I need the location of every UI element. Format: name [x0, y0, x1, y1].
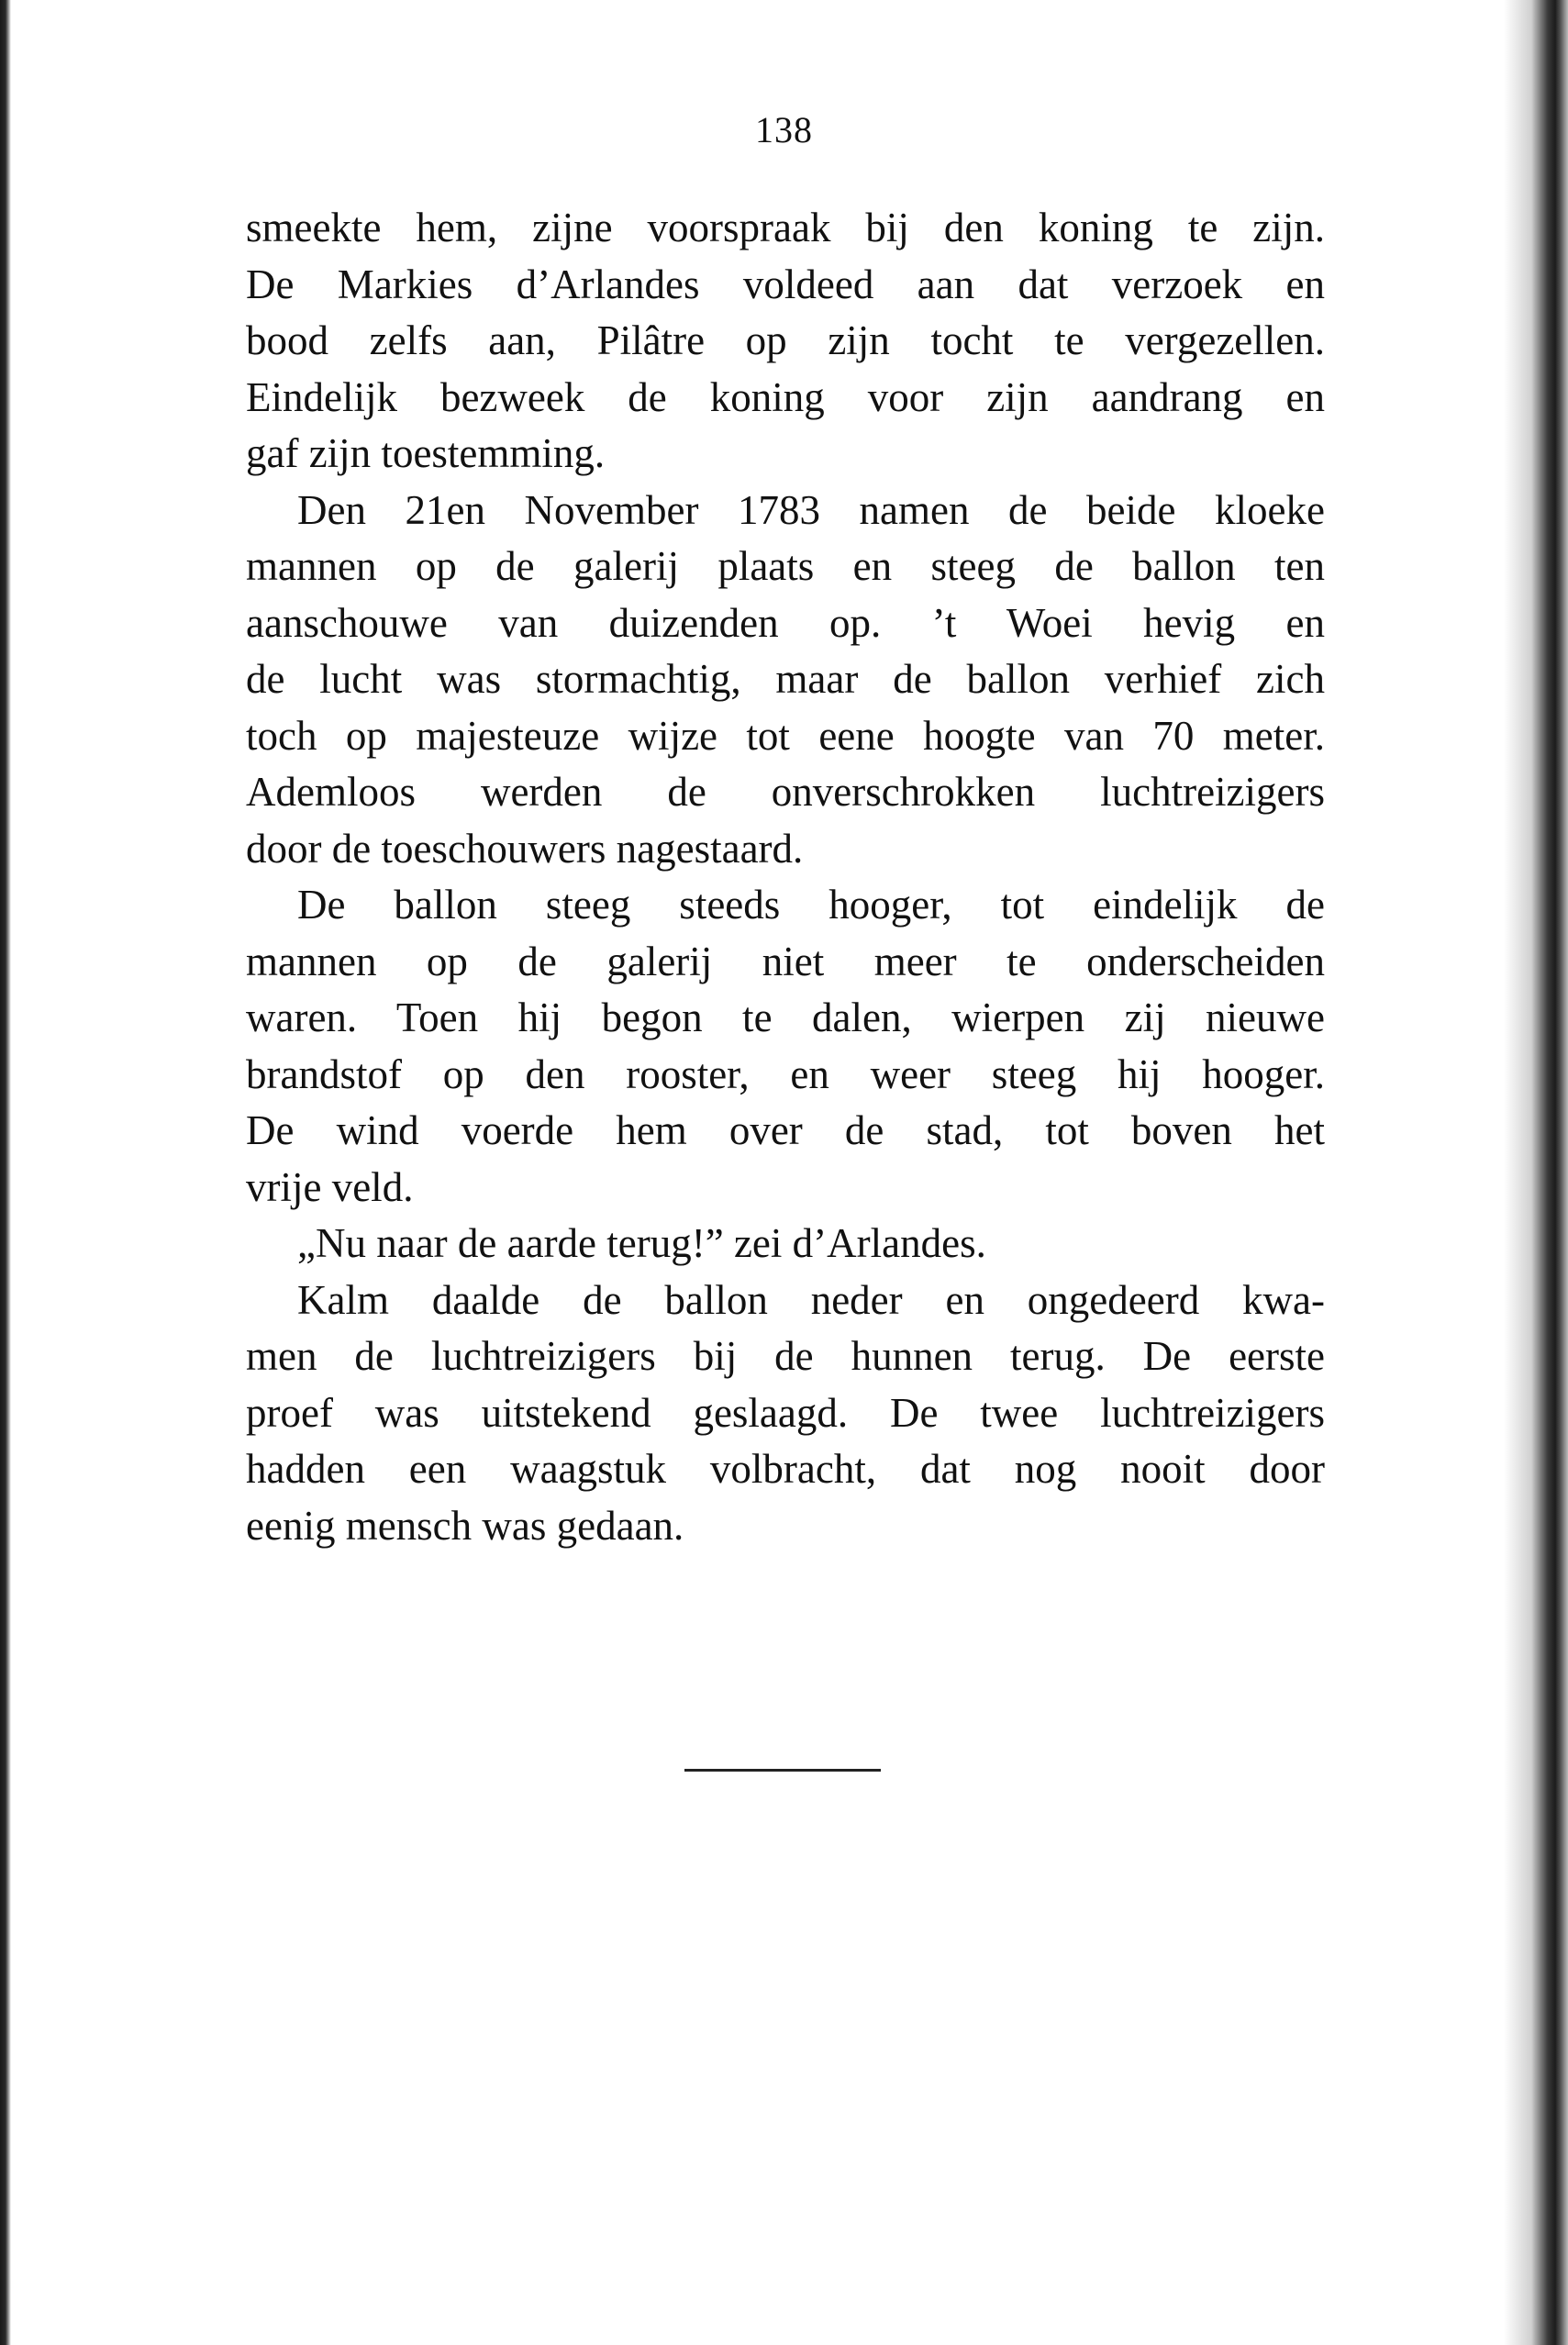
text-line: De wind voerde hem over de stad, tot boven het	[246, 1107, 1325, 1153]
text-line: De Markies d’Arlandes voldeed aan dat verzoek en	[246, 261, 1325, 307]
text-line: waren. Toen hij begon te dalen, wierpen zij nieuwe	[246, 995, 1325, 1040]
body-text	[246, 200, 1325, 1554]
text-line: toch op majesteuze wijze tot eene hoogte van 70 meter.	[246, 712, 1325, 759]
text-line: door de toeschouwers nagestaard.	[246, 825, 804, 872]
text-line: smeekte hem, zijne voorspraak bij den koning te zijn.	[246, 205, 1325, 250]
text-line: hadden een waagstuk volbracht, dat nog nooit door	[246, 1446, 1325, 1492]
text-line: De ballon steeg steeds hooger, tot eindelijk de	[297, 882, 1325, 928]
text-line: men de luchtreizigers bij de hunnen terug. De eerste	[246, 1333, 1325, 1379]
text-line: vrije veld.	[246, 1163, 414, 1210]
text-line: Den 21en November 1783 namen de beide kloeke	[297, 486, 1325, 533]
text-line: „Nu naar de aarde terug!” zei d’Arlandes.	[297, 1220, 986, 1266]
text-line: Eindelijk bezweek de koning voor zijn aandrang en	[246, 373, 1325, 420]
text-line: aanschouwe van duizenden op. ’t Woei hevig en	[246, 599, 1325, 646]
text-line: eenig mensch was gedaan.	[246, 1502, 684, 1549]
text-line: mannen op de galerij plaats en steeg de ballon ten	[246, 543, 1325, 589]
text-line: Ademloos werden de onverschrokken luchtreizigers	[246, 769, 1325, 815]
section-divider	[684, 1769, 881, 1772]
text-line: brandstof op den rooster, en weer steeg hij hooger.	[246, 1050, 1325, 1097]
scan-edge-left	[0, 0, 11, 2345]
text-line: bood zelfs aan, Pilâtre op zijn tocht te vergezellen.	[246, 317, 1325, 363]
scan-edge-right	[1504, 0, 1568, 2345]
text-line: mannen op de galerij niet meer te onderscheiden	[246, 938, 1325, 984]
page-number: 138	[755, 109, 813, 150]
text-line: Kalm daalde de ballon neder en ongedeerd kwa-	[297, 1276, 1325, 1323]
text-line: gaf zijn toestemming.	[246, 430, 606, 476]
text-line: de lucht was stormachtig, maar de ballon verhief zich	[246, 656, 1325, 702]
text-line: proef was uitstekend geslaagd. De twee luchtreizigers	[246, 1389, 1325, 1436]
